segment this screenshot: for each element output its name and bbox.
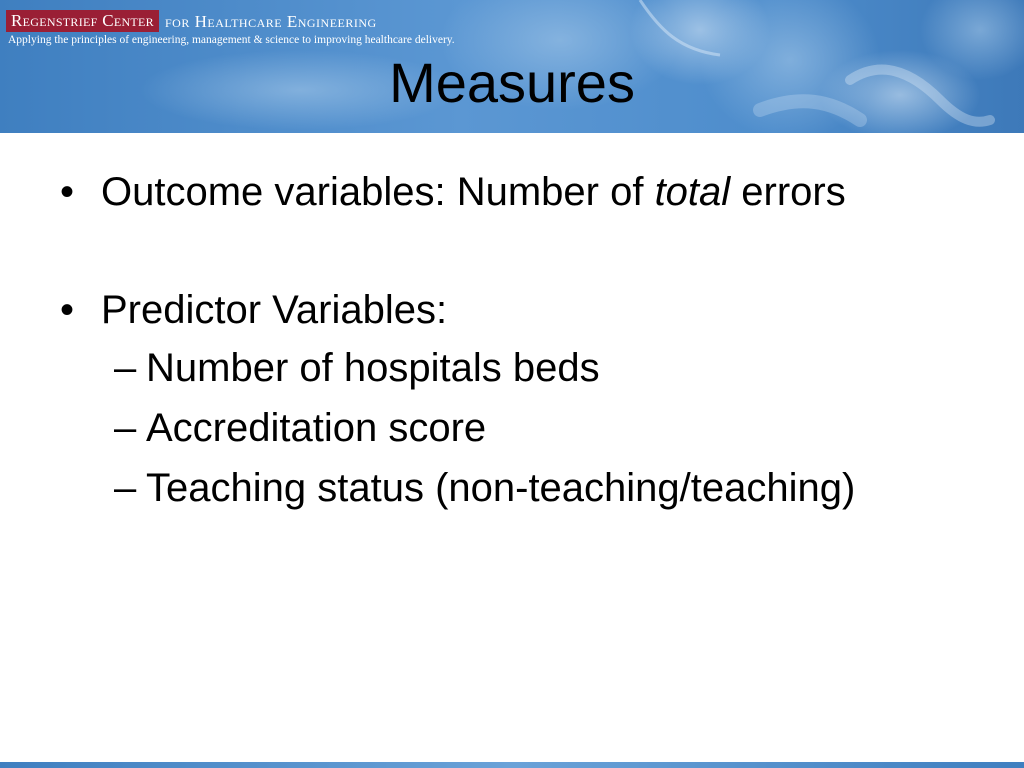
logo-highlight: Regenstrief Center <box>6 10 159 32</box>
header-banner <box>0 0 1024 133</box>
sub-item-accreditation <box>114 398 1000 458</box>
bullet-predictors <box>60 282 1000 338</box>
slide-body <box>60 164 1000 518</box>
sub-item-text: Accreditation score <box>146 406 487 450</box>
dash-mark: – <box>114 466 137 510</box>
sub-item-hospital-beds <box>114 338 1000 398</box>
slide-title: Measures <box>389 51 635 114</box>
predictor-sub-list <box>114 338 1000 518</box>
sub-item-text: Number of hospitals beds <box>146 346 600 390</box>
bullet-outcome <box>60 164 1000 220</box>
logo-text: for Healthcare Engineering <box>165 11 377 31</box>
bullet-mark: • <box>60 288 75 332</box>
bullet-suffix: errors <box>730 170 846 214</box>
logo <box>6 10 377 32</box>
dash-mark: – <box>114 406 137 450</box>
tagline: Applying the principles of engineering, management & science to improving healthcare delivery. <box>8 34 455 46</box>
bullet-text: Predictor Variables: <box>101 288 448 332</box>
sub-item-teaching-status <box>114 458 1000 518</box>
spacer <box>60 220 1000 282</box>
bullet-prefix: Outcome variables: Number of <box>101 170 655 214</box>
sub-item-text: Teaching status (non-teaching/teaching) <box>146 466 856 510</box>
bullet-mark: • <box>60 170 75 214</box>
bullet-emphasis: total <box>654 170 731 214</box>
footer-bar <box>0 762 1024 768</box>
bullet-text <box>101 164 846 220</box>
dash-mark: – <box>114 346 137 390</box>
